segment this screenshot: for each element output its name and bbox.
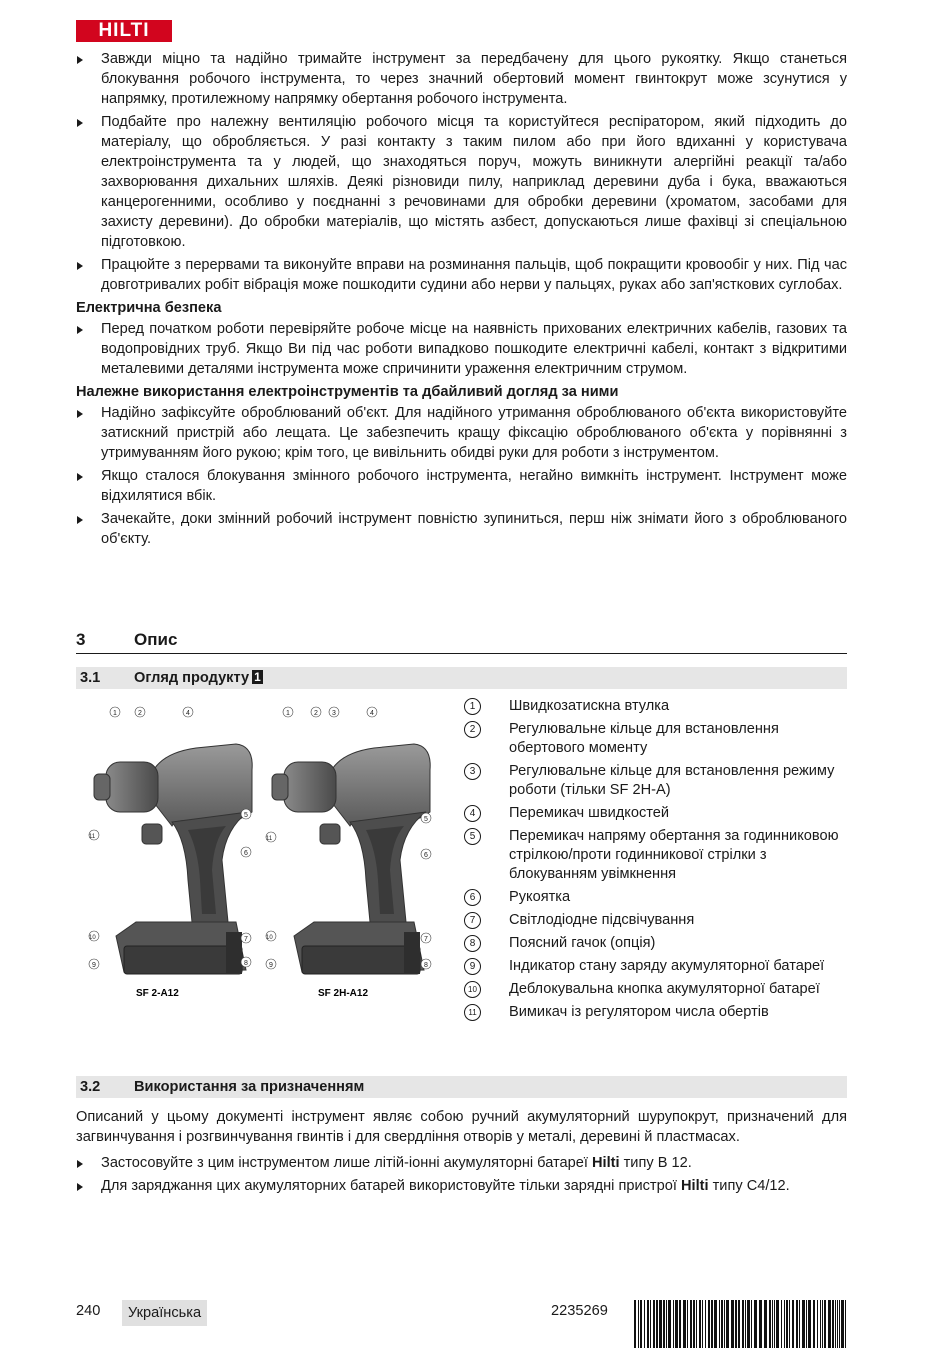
bullet-arrow-icon — [77, 56, 83, 64]
callout-label: 3 — [332, 710, 336, 717]
barcode-bar — [822, 1300, 823, 1348]
bullet-arrow-icon — [77, 516, 83, 524]
tool-use-heading: Належне використання електроінструментів та дбайливий догляд за ними — [76, 384, 619, 400]
legend-item: 9 Індикатор стану заряду акумуляторної батареї — [463, 957, 847, 976]
barcode-bar — [808, 1300, 811, 1348]
model-label: SF 2-A12 — [136, 988, 179, 999]
section-3-heading: 3 Опис — [76, 629, 847, 654]
callout-label: 5 — [244, 812, 248, 819]
callout-label: 1 — [286, 710, 290, 717]
list-item: Завжди міцно та надійно тримайте інструмент за передбачену для цього рукоятку. Якщо станеться блокування робочого інструмента, то через значний обертовий момент гвинтокрут може зсунутися у напрямку, протилежному напрямку обертання робочого інструмента. — [76, 49, 847, 109]
barcode — [634, 1300, 848, 1348]
barcode-bar — [705, 1300, 706, 1348]
barcode-bar — [726, 1300, 729, 1348]
barcode-bar — [663, 1300, 665, 1348]
drill-sf2h-a12 — [272, 744, 430, 999]
barcode-bar — [735, 1300, 737, 1348]
list-item: Працюйте з перервами та виконуйте вправи на розминання пальців, щоб покращити кровообіг у них. Під час довготривалих робіт вібрація може пошкодити судини або нерви у пальцях, руках або зап'ясткових суглобах. — [76, 255, 847, 295]
barcode-bar — [693, 1300, 695, 1348]
barcode-bar — [638, 1300, 639, 1348]
legend-item: 3 Регулювальне кільце для встановлення режиму роботи (тільки SF 2H-A) — [463, 762, 847, 800]
language-tag: Українська — [122, 1300, 207, 1326]
barcode-bar — [687, 1300, 688, 1348]
barcode-bar — [817, 1300, 818, 1348]
barcode-bar — [839, 1300, 840, 1348]
list-item: Подбайте про належну вентиляцію робочого місця та користуйтеся респіратором, який підходить до матеріалу, що обробляється. У разі контакту з таким пилом або при його вдиханні у користувача електроінструмента та у людей, що знаходяться поруч, можуть виникнути алергійні реакції та/або захворювання дихальних шляхів. Деякі різновиди пилу, наприклад деревини дуба і бука, вважаються канцерогенними, особливо у поєднанні з речовинами для обробки деревини (хроматом, засобами для захисту деревини). До обробки матеріалів, що містять азбест, допускаються лише фахівці зі спеціальною підготовкою. — [76, 112, 847, 252]
barcode-bar — [786, 1300, 788, 1348]
callout-label: 10 — [266, 935, 273, 941]
barcode-bar — [832, 1300, 834, 1348]
callout-label: 4 — [186, 710, 190, 717]
barcode-bar — [776, 1300, 779, 1348]
barcode-bar — [747, 1300, 750, 1348]
barcode-bar — [640, 1300, 642, 1348]
barcode-bar — [659, 1300, 662, 1348]
list-item: Якщо сталося блокування змінного робочого інструмента, негайно вимкніть інструмент. Інструмент може відхилятися вбік. — [76, 466, 847, 506]
electrical-safety-heading: Електрична безпека — [76, 300, 222, 316]
barcode-bar — [769, 1300, 771, 1348]
barcode-bar — [668, 1300, 671, 1348]
barcode-bar — [696, 1300, 697, 1348]
callout-label: 10 — [89, 935, 96, 941]
barcode-bar — [724, 1300, 725, 1348]
barcode-bar — [719, 1300, 720, 1348]
barcode-bar — [699, 1300, 701, 1348]
barcode-bar — [796, 1300, 798, 1348]
document-code: 2235269 — [551, 1303, 608, 1319]
callout-label: 2 — [138, 710, 142, 717]
page-footer — [76, 1300, 847, 1328]
barcode-bar — [721, 1300, 723, 1348]
callout-label: 6 — [244, 850, 248, 857]
callout-label: 6 — [424, 852, 428, 859]
list-item: Надійно зафіксуйте оброблюваний об'єкт. Для надійного утримання оброблюваного об'єкта використовуйте затискний пристрій або лещата. Це забезпечить кращу фіксацію оброблюваного об'єкта у порівнянні з утримуванням його рукою; крім того, це вивільнить обидві руки для роботи з інструментом. — [76, 403, 847, 463]
barcode-bar — [673, 1300, 674, 1348]
callout-label: 11 — [89, 834, 96, 840]
component-legend — [463, 697, 847, 1026]
barcode-bar — [644, 1300, 645, 1348]
legend-item: 11 Вимикач із регулятором числа обертів — [463, 1003, 847, 1022]
bullet-arrow-icon — [77, 262, 83, 270]
barcode-bar — [650, 1300, 651, 1348]
legend-item: 7 Світлодіодне підсвічування — [463, 911, 847, 930]
barcode-bar — [711, 1300, 713, 1348]
bullet-arrow-icon — [77, 1183, 83, 1191]
bullet-arrow-icon — [77, 1160, 83, 1168]
callout-label: 9 — [92, 962, 96, 969]
barcode-bar — [784, 1300, 785, 1348]
callout-label: 7 — [424, 936, 428, 943]
safety-content — [76, 49, 847, 552]
barcode-bar — [690, 1300, 692, 1348]
bullet-arrow-icon — [77, 410, 83, 418]
legend-item: 2 Регулювальне кільце для встановлення обертового моменту — [463, 720, 847, 758]
callout-label: 9 — [269, 962, 273, 969]
drill-sf2-a12 — [94, 744, 252, 999]
callout-label: 11 — [266, 836, 273, 842]
barcode-bar — [841, 1300, 844, 1348]
legend-item: 4 Перемикач швидкостей — [463, 804, 847, 823]
barcode-bar — [754, 1300, 757, 1348]
barcode-bar — [789, 1300, 790, 1348]
barcode-bar — [820, 1300, 821, 1348]
legend-item: 6 Рукоятка — [463, 888, 847, 907]
barcode-bar — [845, 1300, 846, 1348]
list-item: Перед початком роботи перевіряйте робоче місце на наявність прихованих електричних кабелів, газових та водопровідних труб. Якщо Ви під час роботи випадково пошкодите електричні кабелі, контакт з відкритими металевими деталями інструмента може спричинити ураження електричним струмом. — [76, 319, 847, 379]
barcode-bar — [708, 1300, 710, 1348]
barcode-bar — [781, 1300, 782, 1348]
legend-item: 5 Перемикач напряму обертання за годинниковою стрілкою/проти годинникової стрілки з блокуванням увімкнення — [463, 827, 847, 884]
barcode-bar — [656, 1300, 658, 1348]
barcode-bar — [675, 1300, 678, 1348]
list-item: Зачекайте, доки змінний робочий інструмент повністю зупиниться, перш ніж знімати його з оброблюваного об'єкту. — [76, 509, 847, 549]
callout-label: 8 — [244, 960, 248, 967]
list-item: Для заряджання цих акумуляторних батарей використовуйте тільки зарядні пристрої Hilti типу C4/12. — [76, 1176, 847, 1196]
bullet-arrow-icon — [77, 119, 83, 127]
barcode-bar — [799, 1300, 800, 1348]
bullet-arrow-icon — [77, 473, 83, 481]
model-label: SF 2H-A12 — [318, 988, 369, 999]
barcode-bar — [835, 1300, 836, 1348]
barcode-bar — [837, 1300, 838, 1348]
barcode-bar — [813, 1300, 815, 1348]
callout-label: 5 — [424, 816, 428, 823]
figure-ref-badge: 1 — [254, 670, 261, 684]
intended-use — [76, 1107, 847, 1199]
barcode-bar — [759, 1300, 762, 1348]
barcode-bar — [683, 1300, 686, 1348]
barcode-bar — [802, 1300, 805, 1348]
bullet-arrow-icon — [77, 326, 83, 334]
barcode-bar — [828, 1300, 831, 1348]
product-figure — [76, 700, 446, 1002]
barcode-bar — [666, 1300, 667, 1348]
barcode-bar — [714, 1300, 717, 1348]
callout-label: 7 — [244, 936, 248, 943]
barcode-bar — [751, 1300, 752, 1348]
legend-item: 1 Швидкозатискна втулка — [463, 697, 847, 716]
callout-label: 8 — [424, 962, 428, 969]
barcode-bar — [824, 1300, 826, 1348]
section-3-2-heading: 3.2 Використання за призначенням — [76, 1076, 847, 1098]
page-number: 240 — [76, 1303, 101, 1319]
barcode-bar — [647, 1300, 649, 1348]
barcode-bar — [764, 1300, 767, 1348]
barcode-bar — [634, 1300, 636, 1348]
barcode-bar — [653, 1300, 655, 1348]
barcode-bar — [792, 1300, 794, 1348]
barcode-bar — [745, 1300, 746, 1348]
section-3-1-heading: 3.1 Огляд продукту 1 — [76, 667, 847, 689]
callout-label: 4 — [370, 710, 374, 717]
barcode-bar — [742, 1300, 744, 1348]
barcode-bar — [738, 1300, 740, 1348]
callout-label: 2 — [314, 710, 318, 717]
barcode-bar — [702, 1300, 703, 1348]
barcode-bar — [772, 1300, 773, 1348]
barcode-bar — [679, 1300, 681, 1348]
legend-item: 10 Деблокувальна кнопка акумуляторної батареї — [463, 980, 847, 999]
barcode-bar — [731, 1300, 734, 1348]
barcode-bar — [806, 1300, 807, 1348]
barcode-bar — [774, 1300, 775, 1348]
intended-use-paragraph: Описаний у цьому документі інструмент являє собою ручний акумуляторний шурупокрут, призначений для загвинчування і розгвинчування гвинтів і для свердління отворів у металі, деревині й пластмасах. — [76, 1109, 847, 1145]
drill-illustration — [76, 700, 446, 1002]
legend-item: 8 Поясний гачок (опція) — [463, 934, 847, 953]
callout-label: 1 — [113, 710, 117, 717]
hilti-logo: HILTI — [76, 20, 172, 42]
list-item: Застосовуйте з цим інструментом лише літій-іонні акумуляторні батареї Hilti типу B 12. — [76, 1153, 847, 1173]
